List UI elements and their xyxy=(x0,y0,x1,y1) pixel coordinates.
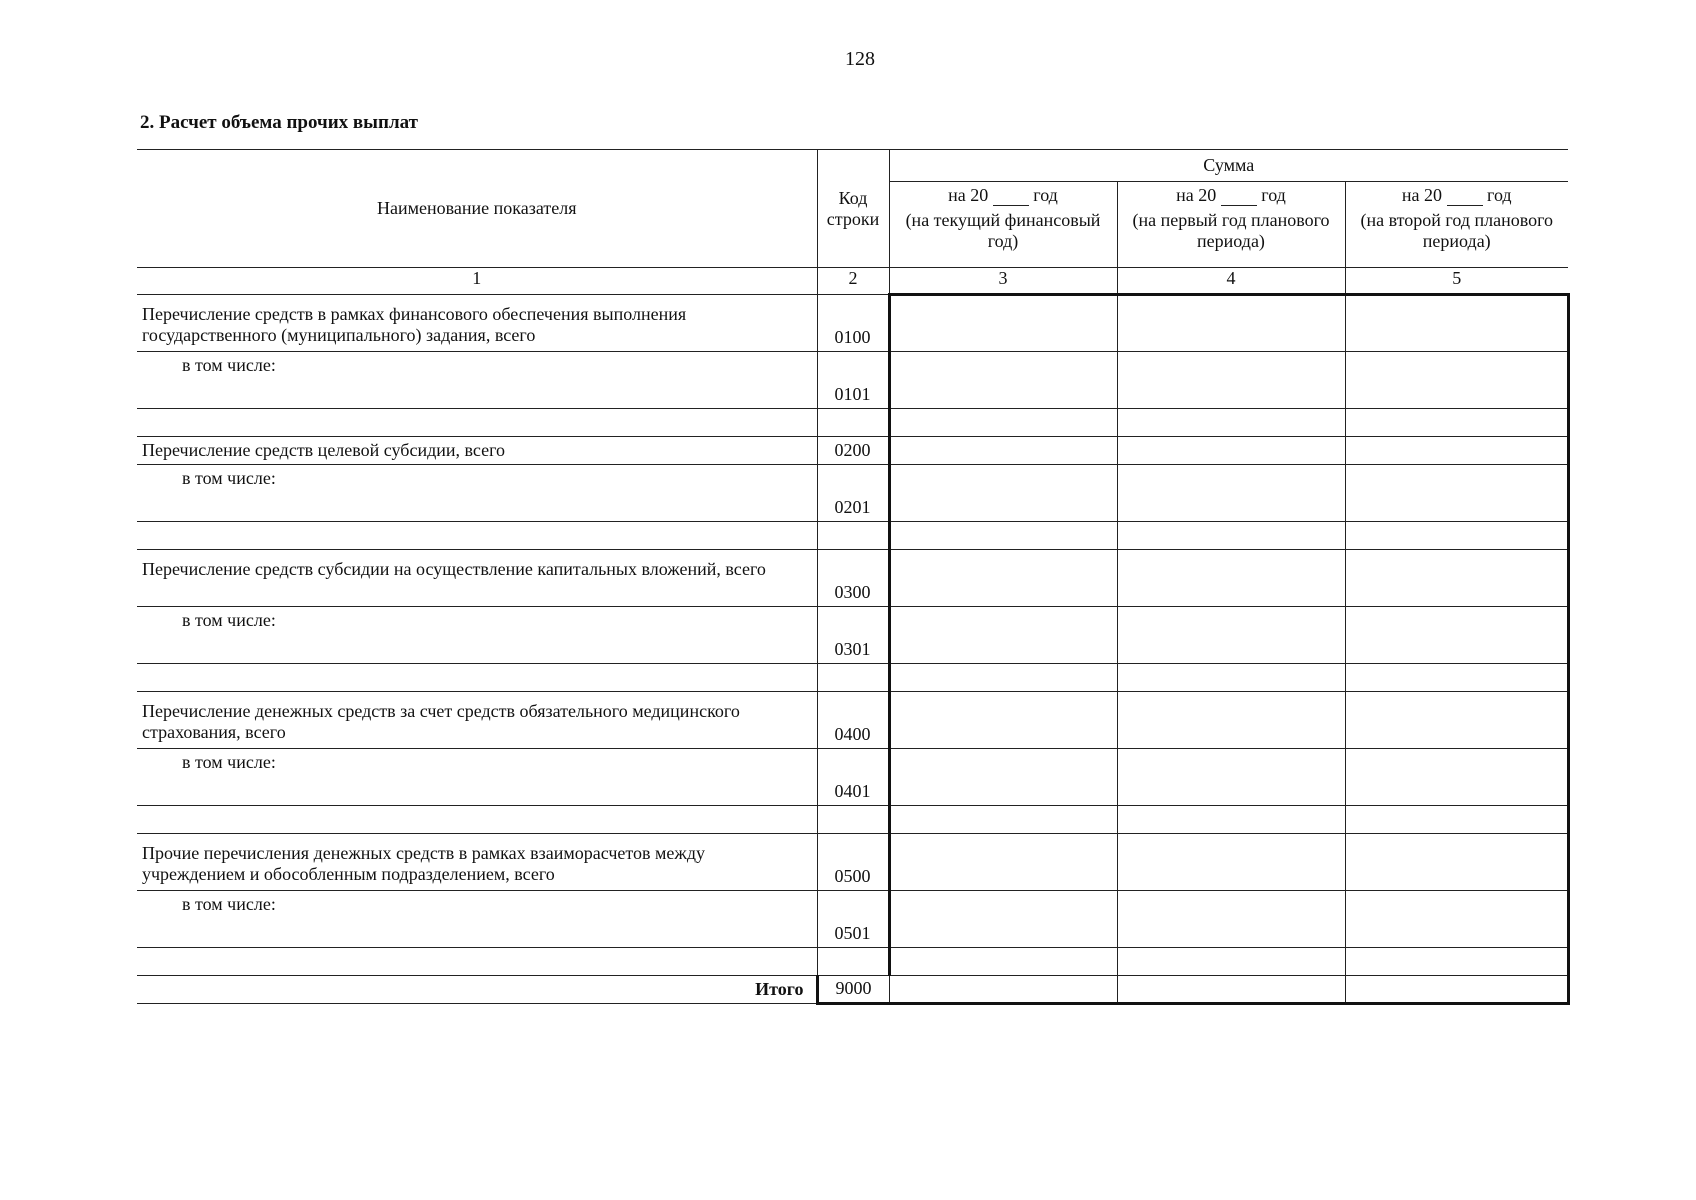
value-cell[interactable] xyxy=(1117,891,1345,948)
row-label: Перечисление средств в рамках финансового обеспечения выполнения государственного (муниципального) задания, всего xyxy=(137,295,817,352)
row-code: 0401 xyxy=(817,749,889,806)
year-note: (на второй год планового периода) xyxy=(1360,210,1554,251)
value-cell[interactable] xyxy=(1117,295,1345,352)
value-cell[interactable] xyxy=(889,664,1117,692)
year-blank[interactable] xyxy=(1221,189,1257,206)
value-cell[interactable] xyxy=(1345,692,1568,749)
table-row xyxy=(137,550,1568,607)
table-row xyxy=(137,465,1568,522)
row-code[interactable] xyxy=(817,664,889,692)
col-number: 4 xyxy=(1117,268,1345,295)
row-label: Перечисление средств целевой субсидии, всего xyxy=(137,437,817,465)
year-note: (на первый год планового периода) xyxy=(1132,210,1330,251)
row-label: Прочие перечисления денежных средств в рамках взаиморасчетов между учреждением и обособленным подразделением, всего xyxy=(137,834,817,891)
row-code: 0201 xyxy=(817,465,889,522)
value-cell[interactable] xyxy=(889,295,1117,352)
table-row xyxy=(137,749,1568,806)
total-row xyxy=(137,976,1568,1004)
value-cell[interactable] xyxy=(1345,749,1568,806)
value-cell[interactable] xyxy=(1345,437,1568,465)
row-code: 0400 xyxy=(817,692,889,749)
year-prefix: на 20 xyxy=(948,185,989,205)
table-row xyxy=(137,664,1568,692)
value-cell[interactable] xyxy=(1345,295,1568,352)
section-title: 2. Расчет объема прочих выплат xyxy=(140,112,418,133)
value-cell[interactable] xyxy=(889,522,1117,550)
value-cell[interactable] xyxy=(1345,522,1568,550)
year-note: (на текущий финансовый год) xyxy=(905,210,1101,251)
value-cell[interactable] xyxy=(1345,834,1568,891)
table-row xyxy=(137,522,1568,550)
value-cell[interactable] xyxy=(889,465,1117,522)
row-code[interactable] xyxy=(817,806,889,834)
value-cell[interactable] xyxy=(1345,352,1568,409)
row-label[interactable] xyxy=(137,522,817,550)
value-cell[interactable] xyxy=(1117,437,1345,465)
header-year-first xyxy=(1117,182,1345,268)
row-code[interactable] xyxy=(817,522,889,550)
table-row xyxy=(137,891,1568,948)
value-cell[interactable] xyxy=(1117,749,1345,806)
year-suffix: год xyxy=(1033,185,1058,205)
row-label: Перечисление средств субсидии на осуществление капитальных вложений, всего xyxy=(137,550,817,607)
table-row xyxy=(137,295,1568,352)
header-name: Наименование показателя xyxy=(137,150,817,268)
row-label: в том числе: xyxy=(137,607,817,664)
value-cell[interactable] xyxy=(1345,664,1568,692)
value-cell[interactable] xyxy=(1117,465,1345,522)
value-cell[interactable] xyxy=(889,437,1117,465)
table-row xyxy=(137,806,1568,834)
header-year-current xyxy=(889,182,1117,268)
header-sum: Сумма xyxy=(889,150,1568,182)
year-suffix: год xyxy=(1261,185,1286,205)
row-label[interactable] xyxy=(137,664,817,692)
header-code-label: Код строки xyxy=(826,187,880,229)
row-label: в том числе: xyxy=(137,465,817,522)
value-cell[interactable] xyxy=(1345,465,1568,522)
year-prefix: на 20 xyxy=(1401,185,1443,205)
row-label: в том числе: xyxy=(137,352,817,409)
value-cell[interactable] xyxy=(1345,550,1568,607)
header-code xyxy=(817,150,889,268)
value-cell[interactable] xyxy=(1117,692,1345,749)
value-cell[interactable] xyxy=(1117,834,1345,891)
total-value-cell[interactable] xyxy=(889,976,1117,1004)
total-value-cell[interactable] xyxy=(1345,976,1568,1004)
total-code: 9000 xyxy=(817,976,889,1004)
year-prefix: на 20 xyxy=(1176,185,1217,205)
table-row xyxy=(137,948,1568,976)
value-cell[interactable] xyxy=(889,891,1117,948)
value-cell[interactable] xyxy=(889,607,1117,664)
table-row xyxy=(137,692,1568,749)
value-cell[interactable] xyxy=(1345,409,1568,437)
page-number: 128 xyxy=(845,48,875,70)
value-cell[interactable] xyxy=(1345,948,1568,976)
row-code[interactable] xyxy=(817,948,889,976)
row-code: 0300 xyxy=(817,550,889,607)
value-cell[interactable] xyxy=(1117,522,1345,550)
row-code: 0500 xyxy=(817,834,889,891)
value-cell[interactable] xyxy=(1117,409,1345,437)
row-label[interactable] xyxy=(137,409,817,437)
row-code[interactable] xyxy=(817,409,889,437)
row-label: в том числе: xyxy=(137,749,817,806)
row-code: 0100 xyxy=(817,295,889,352)
value-cell[interactable] xyxy=(889,692,1117,749)
table-row xyxy=(137,409,1568,437)
value-cell[interactable] xyxy=(889,948,1117,976)
value-cell[interactable] xyxy=(1345,891,1568,948)
table-row xyxy=(137,607,1568,664)
header-year-second xyxy=(1345,182,1568,268)
row-label[interactable] xyxy=(137,806,817,834)
value-cell[interactable] xyxy=(889,806,1117,834)
col-number: 1 xyxy=(137,268,817,295)
value-cell[interactable] xyxy=(1117,948,1345,976)
value-cell[interactable] xyxy=(1345,806,1568,834)
row-code: 0101 xyxy=(817,352,889,409)
year-suffix: год xyxy=(1487,185,1512,205)
year-blank[interactable] xyxy=(993,189,1029,206)
value-cell[interactable] xyxy=(1117,607,1345,664)
table-row xyxy=(137,834,1568,891)
table-row xyxy=(137,437,1568,465)
row-code: 0200 xyxy=(817,437,889,465)
col-number: 5 xyxy=(1345,268,1568,295)
table-row xyxy=(137,352,1568,409)
value-cell[interactable] xyxy=(889,834,1117,891)
value-cell[interactable] xyxy=(1117,806,1345,834)
col-number: 2 xyxy=(817,268,889,295)
value-cell[interactable] xyxy=(889,352,1117,409)
total-label: Итого xyxy=(137,976,817,1004)
value-cell[interactable] xyxy=(889,550,1117,607)
value-cell[interactable] xyxy=(1117,664,1345,692)
payments-table xyxy=(137,149,1570,1005)
value-cell[interactable] xyxy=(1345,607,1568,664)
year-blank[interactable] xyxy=(1447,189,1483,206)
row-label[interactable] xyxy=(137,948,817,976)
value-cell[interactable] xyxy=(889,749,1117,806)
value-cell[interactable] xyxy=(1117,550,1345,607)
col-number: 3 xyxy=(889,268,1117,295)
total-value-cell[interactable] xyxy=(1117,976,1345,1004)
row-code: 0301 xyxy=(817,607,889,664)
row-label: Перечисление денежных средств за счет средств обязательного медицинского страхования, всего xyxy=(137,692,817,749)
value-cell[interactable] xyxy=(889,409,1117,437)
row-label: в том числе: xyxy=(137,891,817,948)
row-code: 0501 xyxy=(817,891,889,948)
value-cell[interactable] xyxy=(1117,352,1345,409)
